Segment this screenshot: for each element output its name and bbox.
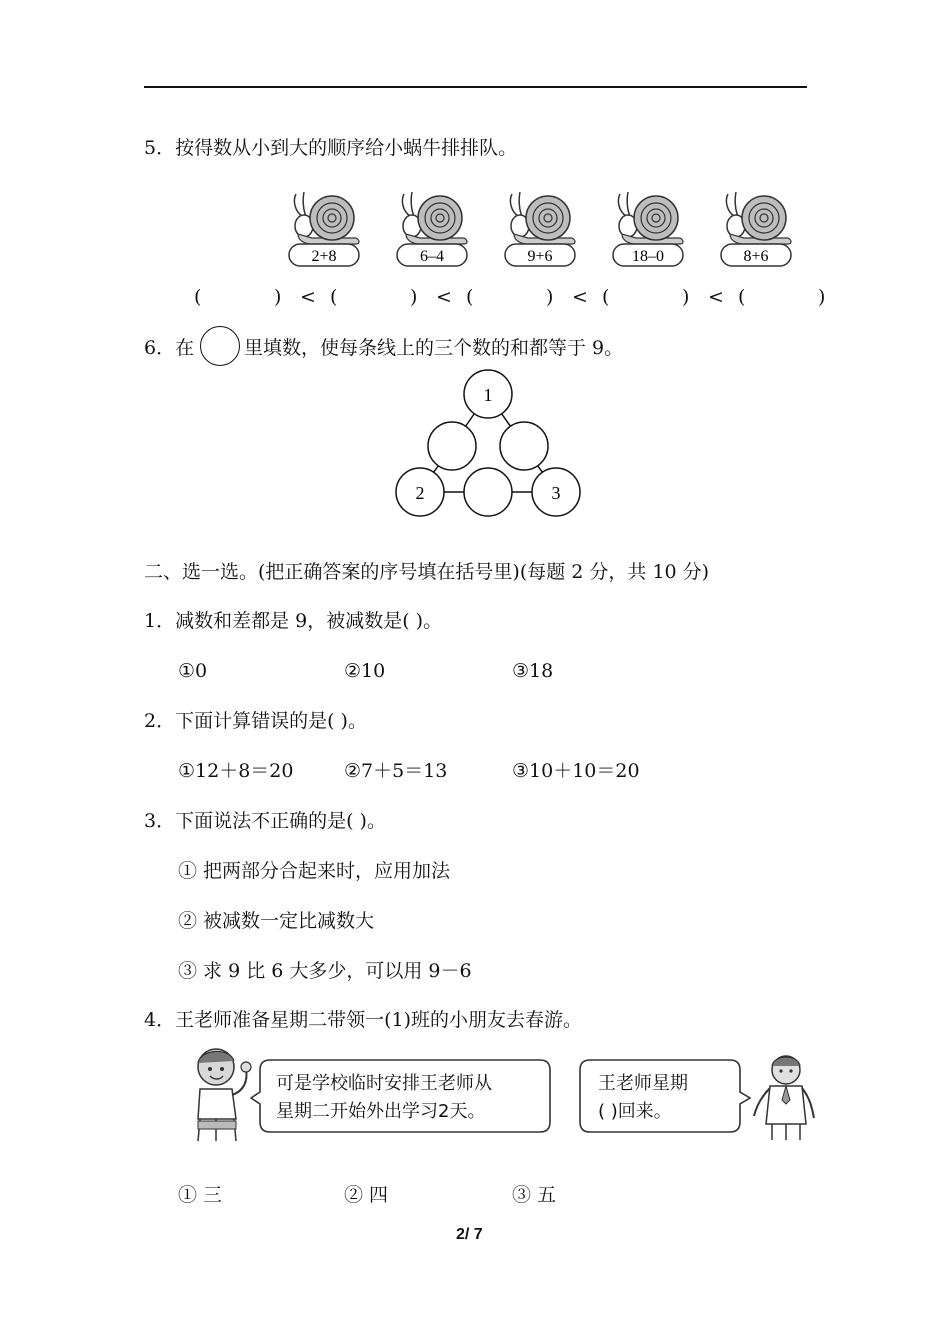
open-paren: ( bbox=[466, 286, 474, 308]
circle-blank-right[interactable] bbox=[500, 422, 548, 470]
less-than: < bbox=[708, 286, 724, 308]
close-paren: ) bbox=[546, 286, 554, 308]
bubble-left-line-1: 可是学校临时安排王老师从 bbox=[276, 1073, 492, 1094]
snail-expr: 6–4 bbox=[420, 248, 444, 265]
snail-expr: 8+6 bbox=[743, 248, 769, 265]
close-paren: ) bbox=[818, 286, 826, 308]
triangle-number-diagram bbox=[390, 368, 586, 524]
s2-q4-text: 4．王老师准备星期二带领一(1)班的小朋友去春游。 bbox=[144, 1009, 583, 1031]
s2-q1-text: 1．减数和差都是 9，被减数是( )。 bbox=[144, 610, 443, 632]
snail-icon bbox=[286, 188, 362, 270]
section-heading: 二、选一选。(把正确答案的序号填在括号里)(每题 2 分，共 10 分) bbox=[144, 561, 710, 583]
s2-q2-option-2[interactable]: ②7＋5＝13 bbox=[344, 760, 448, 782]
s2-q3-option-3[interactable]: ③ 求 9 比 6 大多少，可以用 9－6 bbox=[178, 960, 472, 982]
bubble-right-line-2: ( )回来。 bbox=[598, 1101, 672, 1122]
close-paren: ) bbox=[682, 286, 690, 308]
q5-title: 5．按得数从小到大的顺序给小蜗牛排排队。 bbox=[144, 137, 518, 159]
s2-q3-option-1[interactable]: ① 把两部分合起来时，应用加法 bbox=[178, 860, 451, 882]
less-than: < bbox=[300, 286, 316, 308]
page-number: 2/ 7 bbox=[456, 1226, 483, 1243]
s2-q3-text: 3．下面说法不正确的是( )。 bbox=[144, 810, 386, 832]
s2-q4-option-2[interactable]: ② 四 bbox=[344, 1184, 389, 1206]
blank-circle-icon bbox=[200, 326, 240, 366]
close-paren: ) bbox=[410, 286, 418, 308]
open-paren: ( bbox=[602, 286, 610, 308]
s2-q3-option-2[interactable]: ② 被减数一定比减数大 bbox=[178, 910, 375, 932]
open-paren: ( bbox=[738, 286, 746, 308]
s2-q1-option-1[interactable]: ①0 bbox=[178, 660, 208, 682]
q6-prefix: 6．在 bbox=[144, 337, 195, 359]
less-than: < bbox=[436, 286, 452, 308]
less-than: < bbox=[572, 286, 588, 308]
s2-q2-option-1[interactable]: ①12＋8＝20 bbox=[178, 760, 294, 782]
q6-suffix: 里填数，使每条线上的三个数的和都等于 9。 bbox=[244, 337, 624, 359]
snail-icon bbox=[394, 188, 470, 270]
header-rule bbox=[144, 86, 807, 88]
s2-q4-option-3[interactable]: ③ 五 bbox=[512, 1184, 557, 1206]
snail-icon bbox=[610, 188, 686, 270]
open-paren: ( bbox=[194, 286, 202, 308]
snail-icon bbox=[502, 188, 578, 270]
s2-q2-option-3[interactable]: ③10＋10＝20 bbox=[512, 760, 640, 782]
bubble-right-line-1: 王老师星期 bbox=[598, 1073, 688, 1094]
snail-icon bbox=[718, 188, 794, 270]
s2-q2-text: 2．下面计算错误的是( )。 bbox=[144, 710, 367, 732]
number-bottom-left: 2 bbox=[415, 483, 425, 503]
bubble-left-line-2: 星期二开始外出学习2天。 bbox=[276, 1101, 486, 1122]
circle-blank-bottom[interactable] bbox=[464, 468, 512, 516]
circle-blank-left[interactable] bbox=[428, 422, 476, 470]
snail-expr: 18–0 bbox=[632, 248, 664, 265]
snail-expr: 2+8 bbox=[311, 248, 337, 265]
snail-expr: 9+6 bbox=[527, 248, 553, 265]
s2-q1-option-3[interactable]: ③18 bbox=[512, 660, 554, 682]
s2-q1-option-2[interactable]: ②10 bbox=[344, 660, 386, 682]
open-paren: ( bbox=[330, 286, 338, 308]
s2-q4-option-1[interactable]: ① 三 bbox=[178, 1184, 223, 1206]
number-bottom-right: 3 bbox=[551, 483, 561, 503]
teacher-illustration-icon bbox=[752, 1052, 818, 1142]
close-paren: ) bbox=[274, 286, 282, 308]
number-top: 1 bbox=[483, 385, 493, 405]
